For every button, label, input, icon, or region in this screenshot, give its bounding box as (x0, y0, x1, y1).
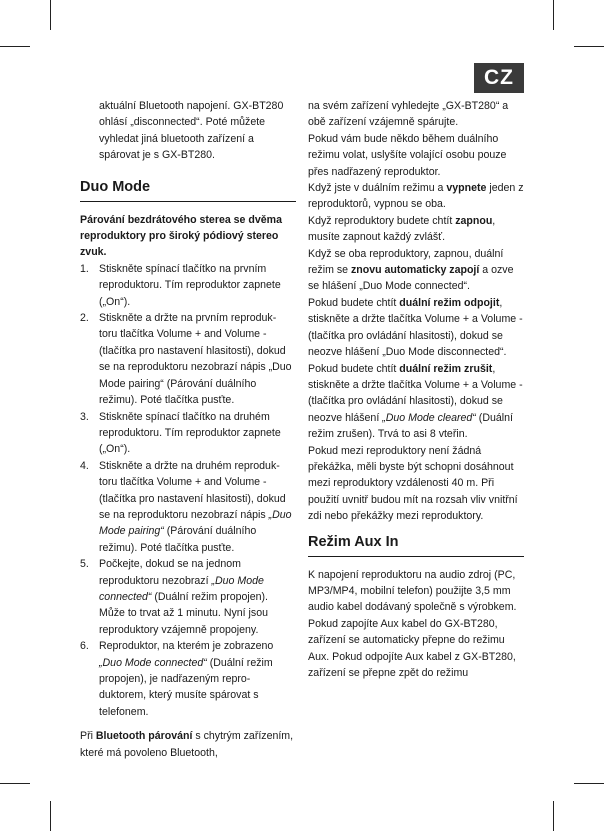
right-column (308, 98, 524, 681)
section-heading-duo-mode: Duo Mode (80, 178, 296, 202)
text-run: Pokud budete chtít (308, 362, 400, 375)
intro-line: vyhledat jiná bluetooth zařízení a (99, 132, 254, 145)
step-emphasis: „Duo Mode connected“ (99, 574, 264, 603)
step-number: 3. (80, 410, 89, 423)
paragraph: Pokud mezi reproduktory není žádná překážka, měli byste být schopni dosáhnout mezi reproduktory vzdálenosti 40 m. Při použití uvnitř budou mít na rozsah vliv vnitřní zdi nebo překážky mezi reproduktory. (308, 444, 518, 523)
step-number: 1. (80, 262, 89, 275)
paragraph (308, 180, 524, 213)
bold-text: duální režim odpojit (399, 296, 500, 309)
paragraph (308, 246, 524, 295)
step-text: Počkejte, dokud se na jednom reproduktoru nezobrazí (99, 558, 241, 587)
step-emphasis: „Duo Mode connected“ (99, 656, 207, 669)
step-number: 4. (80, 459, 89, 472)
crop-mark (574, 783, 604, 784)
crop-mark (553, 801, 554, 831)
step-text: (Duální režim propojen). Může to trvat až 1 minutu. Nyní jsou reproduktory vzájemně propojeny. (99, 590, 268, 636)
text-run: (Duální režim zrušen). Trvá to asi 8 vteřin. (308, 411, 513, 441)
language-badge: CZ (474, 63, 524, 93)
step-number: 5. (80, 558, 89, 571)
text-run: s chytrým zařízením, které má povoleno Bluetooth, (80, 730, 294, 759)
bold-text: duální režim zrušit (399, 362, 493, 375)
italic-text: „Duo Mode cleared“ (382, 411, 476, 424)
text-run: Když jste v duálním režimu a (308, 182, 447, 195)
list-item (80, 556, 296, 638)
crop-mark (553, 0, 554, 30)
bold-text: vypnete (446, 182, 487, 195)
paragraph: K napojení reproduktoru na audio zdroj (PC, MP3/MP4, mobilní telefon) použijte 3,5 mm audio kabel dodávaný společně s výrobkem. (308, 568, 517, 614)
crop-mark (0, 46, 30, 47)
text-run: , musíte zapnout každý zvlášť. (308, 214, 496, 244)
section-heading-aux-in: Režim Aux In (308, 533, 524, 557)
list-item (80, 638, 296, 720)
left-column (80, 98, 296, 761)
bluetooth-pairing-paragraph (80, 728, 296, 761)
list-item (80, 261, 296, 310)
paragraph: na svém zařízení vyhledejte „GX-BT280“ a obě zařízení vzájemně spárujte. (308, 100, 509, 129)
step-text: Stiskněte a držte na druhém reproduk- toru tlačítka Volume + and Volume - (tlačítka pro nastavení hlasitosti), dokud se na reproduktoru nezobrazí nápis (99, 459, 286, 521)
step-text: Reproduktor, na kterém je zobrazeno (99, 640, 274, 653)
step-emphasis: „Duo Mode pairing“ (99, 508, 292, 538)
paragraph: Pokud vám bude někdo během duálního režimu volat, uslyšíte volající osobu pouze přes nadřazený reproduktor. (308, 132, 507, 178)
intro-line: ohlásí „disconnected“. Poté můžete (99, 116, 266, 129)
crop-mark (0, 783, 30, 784)
paragraph: Pokud zapojíte Aux kabel do GX-BT280, zařízení se automaticky přepne do režimu Aux. Pokud odpojíte Aux kabel z GX-BT280, zařízení se přepne zpět do režimu (308, 617, 516, 679)
bold-text: Bluetooth párování (95, 730, 193, 743)
text-run: a ozve se hlášení „Duo Mode connected“. (308, 264, 514, 293)
paragraph (308, 361, 524, 443)
bold-text: znovu automaticky zapojí (350, 264, 480, 277)
steps-list (80, 261, 296, 720)
paragraph (308, 295, 524, 361)
intro-paragraph (80, 98, 296, 164)
step-text: Stiskněte spínací tlačítko na druhém reproduktoru. Tím reproduktor zapnete („On“). (99, 410, 281, 456)
duo-mode-subheading: Párování bezdrátového sterea se dvěma reproduktory pro široký pódiový stereo zvuk. (80, 213, 282, 259)
crop-mark (50, 0, 51, 30)
list-item (80, 310, 296, 408)
step-number: 6. (80, 640, 89, 653)
step-text: Stiskněte spínací tlačítko na prvním reproduktoru. Tím reproduktor zapnete („On“). (99, 262, 281, 308)
crop-mark (574, 46, 604, 47)
list-item (80, 409, 296, 458)
intro-line: spárovat je s GX-BT280. (99, 149, 215, 162)
text-run: , stiskněte a držte tlačítka Volume + a Volume - (tlačítka pro ovládání hlasitosti), dokud se neozve hlášení (308, 362, 523, 424)
intro-line: aktuální Bluetooth napojení. GX-BT280 (99, 100, 284, 112)
crop-mark (50, 801, 51, 831)
text-run: Když reproduktory budete chtít (308, 214, 456, 227)
text-run: Pokud budete chtít (308, 296, 400, 309)
bold-text: zapnou (455, 214, 493, 227)
step-number: 2. (80, 312, 89, 325)
text-run: Když se oba reproduktory, zapnou, duální režim se (308, 247, 504, 277)
paragraph (308, 213, 524, 246)
text-run: , stiskněte a držte tlačítka Volume + a Volume - (tlačítka pro ovládání hlasitosti), dokud se neozve hlášení „Duo Mode disconnected“. (308, 296, 523, 359)
text-run: jeden z reproduktorů, vypnou se oba. (308, 182, 524, 211)
step-text: (Duální režim propojen), je nadřazeným repro- duktorem, který musíte spárovat s telefonem. (99, 656, 273, 718)
text-run: Při (80, 730, 96, 743)
list-item (80, 458, 296, 556)
step-text: (Párování duálního režimu). Poté tlačítka pusťte. (99, 525, 257, 554)
step-text: Stiskněte a držte na prvním reproduk- toru tlačítka Volume + and Volume - (tlačítka pro nastavení hlasitosti), dokud se na reproduktoru nezobrazí nápis „Duo Mode pairing“ (Párování duálního režimu). Poté tlačítka pusťte. (99, 312, 292, 407)
